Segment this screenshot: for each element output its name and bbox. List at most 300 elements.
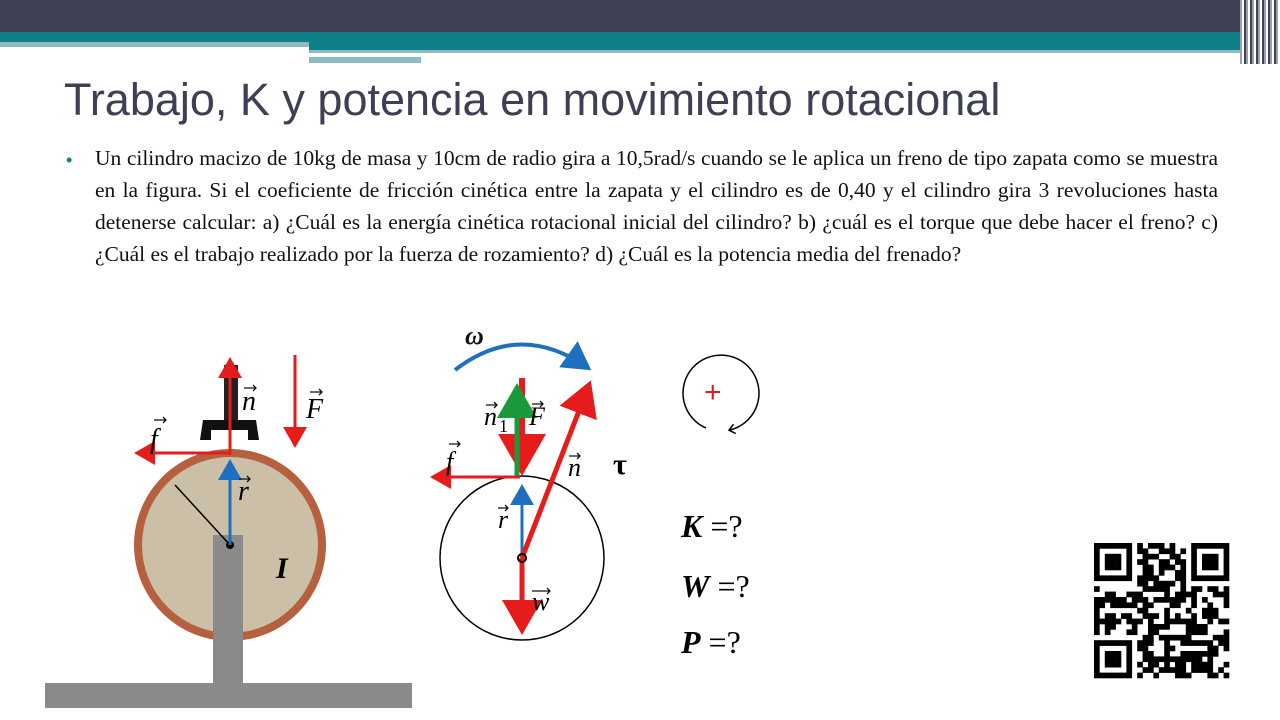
qr-module [1186,592,1192,598]
qr-module [1207,602,1213,608]
svg-text:+: + [704,376,722,409]
qr-module [1207,554,1213,560]
qr-module [1191,619,1197,625]
qr-module [1170,656,1176,662]
qr-module [1213,554,1219,560]
qr-module [1159,565,1165,571]
qr-module [1180,570,1186,576]
qr-module [1224,619,1230,625]
free-body-diagram [433,321,627,640]
qr-module [1197,651,1203,657]
qr-module [1110,565,1116,571]
label-n1-subscript: 1 [499,416,508,436]
qr-module [1213,646,1219,652]
qr-module [1197,624,1203,630]
qr-module [1132,624,1138,630]
qr-module [1224,543,1230,549]
support-post [213,535,243,685]
qr-module [1224,570,1230,576]
qr-module [1126,656,1132,662]
qr-module [1137,559,1143,565]
qr-module [1207,559,1213,565]
qr-module [1224,586,1230,592]
qr-module [1180,651,1186,657]
qr-module [1148,640,1154,646]
qr-module [1180,559,1186,565]
qr-module [1132,629,1138,635]
qr-module [1126,640,1132,646]
qr-module [1126,602,1132,608]
qr-module [1121,543,1127,549]
qr-module [1191,554,1197,560]
qr-module [1148,635,1154,641]
qr-module [1191,613,1197,619]
qr-module [1186,629,1192,635]
qr-module [1170,554,1176,560]
qr-module [1164,613,1170,619]
qr-module [1116,602,1122,608]
qr-module [1116,575,1122,581]
qr-module [1110,619,1116,625]
qr-module [1126,565,1132,571]
qr-module [1153,586,1159,592]
qr-module [1094,548,1100,554]
qr-module [1094,586,1100,592]
qr-module [1094,559,1100,565]
qr-module [1116,543,1122,549]
qr-module [1110,575,1116,581]
qr-module [1121,575,1127,581]
qr-module [1191,592,1197,598]
qr-module [1170,619,1176,625]
qr-module [1110,554,1116,560]
qr-module [1180,548,1186,554]
qr-module [1224,629,1230,635]
qr-module [1224,646,1230,652]
qr-module [1137,543,1143,549]
qr-module [1224,559,1230,565]
qr-module [1105,651,1111,657]
qr-module [1164,548,1170,554]
qr-module [1224,640,1230,646]
qr-module [1191,624,1197,630]
qr-module [1207,651,1213,657]
qr-module [1197,640,1203,646]
qr-module [1159,635,1165,641]
qr-module [1186,624,1192,630]
qr-module [1116,619,1122,625]
qr-module [1148,575,1154,581]
problem-text: Un cilindro macizo de 10kg de masa y 10cm de radio gira a 10,5rad/s cuando se le aplica un freno de tipo zapata como se muestra en la figura. Si el coeficiente de fricción cinética entre la zapata y el cilindro es de 0,40 y el cilindro gira 3 revoluciones hasta detenerse calcular: a) ¿Cuál es la energía cinética rotacional inicial del cilindro? b) ¿cuál es el torque que debe hacer el freno? c) ¿Cuál es el trabajo realizado por la fuerza de rozamiento? d) ¿Cuál es la potencia media del frenado? [95,146,1218,266]
qr-module [1099,543,1105,549]
qr-module [1094,673,1100,679]
qr-module [1094,554,1100,560]
qr-module [1170,543,1176,549]
qr-module [1126,619,1132,625]
qr-module [1213,673,1219,679]
qr-module [1105,554,1111,560]
qr-module [1153,543,1159,549]
qr-module [1137,646,1143,652]
qr-module [1143,602,1149,608]
qr-module [1170,635,1176,641]
qr-module [1159,570,1165,576]
qr-module [1207,640,1213,646]
qr-module [1099,575,1105,581]
qr-module [1164,597,1170,603]
qr-module [1126,651,1132,657]
qr-module [1094,619,1100,625]
qr-module [1105,673,1111,679]
qr-module [1191,543,1197,549]
qr-module [1148,624,1154,630]
qr-module [1202,629,1208,635]
qr-module [1110,624,1116,630]
qr-module [1191,586,1197,592]
qr-module [1164,592,1170,598]
qr-module [1137,673,1143,679]
qr-module [1099,597,1105,603]
qr-module [1143,548,1149,554]
qr-module [1164,662,1170,668]
qr-module [1213,559,1219,565]
qr-module [1153,575,1159,581]
qr-module [1207,613,1213,619]
qr-module [1207,575,1213,581]
qr-module [1105,565,1111,571]
qr-module [1202,640,1208,646]
qr-module [1159,543,1165,549]
qr-module [1121,602,1127,608]
qr-module [1153,656,1159,662]
qr-module [1191,662,1197,668]
qr-module [1143,554,1149,560]
qr-module [1175,602,1181,608]
qr-module [1175,656,1181,662]
qr-module [1105,559,1111,565]
label-r-fbd: r [498,505,509,534]
qr-module [1224,565,1230,571]
qr-module [1126,629,1132,635]
qr-module [1105,575,1111,581]
qr-module [1105,597,1111,603]
qr-module [1110,559,1116,565]
slide-title: Trabajo, K y potencia en movimiento rotacional [64,74,1001,125]
qr-module [1175,613,1181,619]
qr-module [1137,619,1143,625]
qr-module [1126,667,1132,673]
qr-module [1126,613,1132,619]
qr-module [1126,646,1132,652]
qr-module [1148,662,1154,668]
qr-module [1164,646,1170,652]
qr-module [1159,548,1165,554]
qr-module [1143,640,1149,646]
qr-module [1191,629,1197,635]
qr-module [1159,597,1165,603]
qr-module [1116,651,1122,657]
qr-module [1207,662,1213,668]
qr-module [1191,575,1197,581]
qr-module [1094,640,1100,646]
qr-module [1191,548,1197,554]
qr-module [1148,602,1154,608]
positive-direction-icon [683,355,759,430]
ground [45,683,412,708]
qr-module [1207,673,1213,679]
qr-module [1110,662,1116,668]
qr-module [1186,619,1192,625]
qr-module [1175,635,1181,641]
qr-module [1116,554,1122,560]
qr-module [1110,602,1116,608]
label-I: I [276,552,288,585]
qr-module [1137,581,1143,587]
qr-module [1218,592,1224,598]
qr-module [1218,575,1224,581]
qr-module [1180,581,1186,587]
qr-module [1207,608,1213,614]
label-f-fbd: f [446,447,454,476]
unknown-P: P =? [681,624,741,660]
qr-module [1186,635,1192,641]
qr-module [1224,592,1230,598]
qr-module [1197,667,1203,673]
qr-module [1105,624,1111,630]
qr-module [1175,597,1181,603]
qr-module [1202,662,1208,668]
qr-module [1224,597,1230,603]
qr-module [1126,570,1132,576]
qr-module [1094,651,1100,657]
qr-module [1116,559,1122,565]
qr-module [1164,624,1170,630]
qr-module [1143,651,1149,657]
qr-module [1110,640,1116,646]
qr-module [1170,565,1176,571]
qr-module [1202,559,1208,565]
qr-module [1099,619,1105,625]
qr-module [1175,673,1181,679]
qr-code[interactable] [1094,543,1229,678]
qr-module [1197,656,1203,662]
qr-module [1148,613,1154,619]
qr-module [1148,570,1154,576]
qr-module [1126,575,1132,581]
qr-module [1180,575,1186,581]
label-w: w [532,587,550,616]
qr-module [1159,586,1165,592]
qr-module [1207,586,1213,592]
qr-module [1202,565,1208,571]
qr-module [1224,575,1230,581]
label-F: F [306,394,324,425]
qr-module [1143,559,1149,565]
qr-module [1126,543,1132,549]
qr-module [1148,619,1154,625]
qr-module [1094,656,1100,662]
label-n: n [242,386,256,417]
qr-module [1180,592,1186,598]
qr-module [1153,629,1159,635]
qr-module [1213,592,1219,598]
qr-module [1180,667,1186,673]
qr-module [1143,667,1149,673]
qr-module [1153,613,1159,619]
qr-module [1126,554,1132,560]
qr-module [1207,646,1213,652]
qr-module [1197,575,1203,581]
qr-module [1197,662,1203,668]
qr-module [1202,608,1208,614]
label-n1: n [484,402,497,431]
qr-module [1148,586,1154,592]
qr-module [1148,656,1154,662]
qr-module [1170,597,1176,603]
qr-module [1197,586,1203,592]
qr-module [1202,543,1208,549]
qr-module [1105,656,1111,662]
qr-module [1207,543,1213,549]
qr-module [1143,613,1149,619]
qr-module [1143,635,1149,641]
qr-module [1164,635,1170,641]
qr-module [1105,629,1111,635]
unknown-W: W =? [681,568,750,604]
qr-module [1094,597,1100,603]
qr-module [1175,554,1181,560]
label-r: r [238,476,249,507]
qr-module [1105,640,1111,646]
qr-module [1105,592,1111,598]
qr-module [1164,559,1170,565]
qr-module [1116,565,1122,571]
qr-module [1132,619,1138,625]
qr-module [1094,608,1100,614]
qr-module [1143,565,1149,571]
qr-module [1164,565,1170,571]
qr-module [1094,543,1100,549]
qr-module [1202,575,1208,581]
qr-module [1224,548,1230,554]
qr-module [1159,667,1165,673]
qr-module [1191,559,1197,565]
qr-module [1143,646,1149,652]
qr-module [1132,602,1138,608]
qr-module [1094,667,1100,673]
qr-module [1164,640,1170,646]
qr-module [1164,608,1170,614]
qr-module [1110,613,1116,619]
qr-module [1148,651,1154,657]
qr-module [1186,640,1192,646]
qr-module [1175,575,1181,581]
qr-module [1110,673,1116,679]
qr-module [1170,581,1176,587]
qr-module [1094,629,1100,635]
qr-module [1191,602,1197,608]
qr-module [1094,602,1100,608]
qr-module [1159,624,1165,630]
qr-module [1159,656,1165,662]
qr-module [1164,656,1170,662]
qr-module [1207,619,1213,625]
qr-module [1137,608,1143,614]
qr-module [1143,597,1149,603]
qr-module [1213,575,1219,581]
qr-module [1116,662,1122,668]
qr-module [1148,543,1154,549]
qr-module [1180,565,1186,571]
qr-module [1218,640,1224,646]
qr-module [1153,597,1159,603]
qr-module [1137,640,1143,646]
qr-module [1186,608,1192,614]
qr-module [1197,629,1203,635]
qr-module [1164,619,1170,625]
qr-module [1202,624,1208,630]
qr-module [1191,667,1197,673]
qr-module [1105,662,1111,668]
qr-module [1094,662,1100,668]
vector-arrow-icon [154,417,166,423]
qr-module [1116,640,1122,646]
qr-module [1213,543,1219,549]
qr-module [1148,565,1154,571]
qr-module [1099,673,1105,679]
qr-module [1191,656,1197,662]
qr-module [1224,635,1230,641]
qr-module [1099,602,1105,608]
qr-module [1116,597,1122,603]
qr-module [1148,554,1154,560]
qr-module [1175,662,1181,668]
qr-module [1143,608,1149,614]
qr-module [1180,656,1186,662]
qr-module [1121,613,1127,619]
qr-module [1164,667,1170,673]
qr-module [1121,597,1127,603]
qr-module [1132,592,1138,598]
qr-module [1180,619,1186,625]
qr-module [1202,554,1208,560]
qr-module [1105,619,1111,625]
qr-module [1126,673,1132,679]
qr-module [1202,613,1208,619]
qr-module [1170,602,1176,608]
qr-module [1224,554,1230,560]
label-f: f [150,424,158,455]
unknowns-list [680,508,750,660]
label-n-fbd: n [568,453,581,482]
qr-module [1224,673,1230,679]
qr-module [1110,597,1116,603]
qr-module [1170,646,1176,652]
qr-module [1191,651,1197,657]
qr-module [1186,656,1192,662]
qr-module [1148,667,1154,673]
label-omega: ω [465,321,484,350]
qr-module [1094,613,1100,619]
qr-module [1110,543,1116,549]
qr-module [1202,667,1208,673]
qr-module [1153,662,1159,668]
qr-module [1137,575,1143,581]
qr-module [1121,673,1127,679]
qr-module [1213,613,1219,619]
qr-module [1110,651,1116,657]
qr-module [1126,548,1132,554]
